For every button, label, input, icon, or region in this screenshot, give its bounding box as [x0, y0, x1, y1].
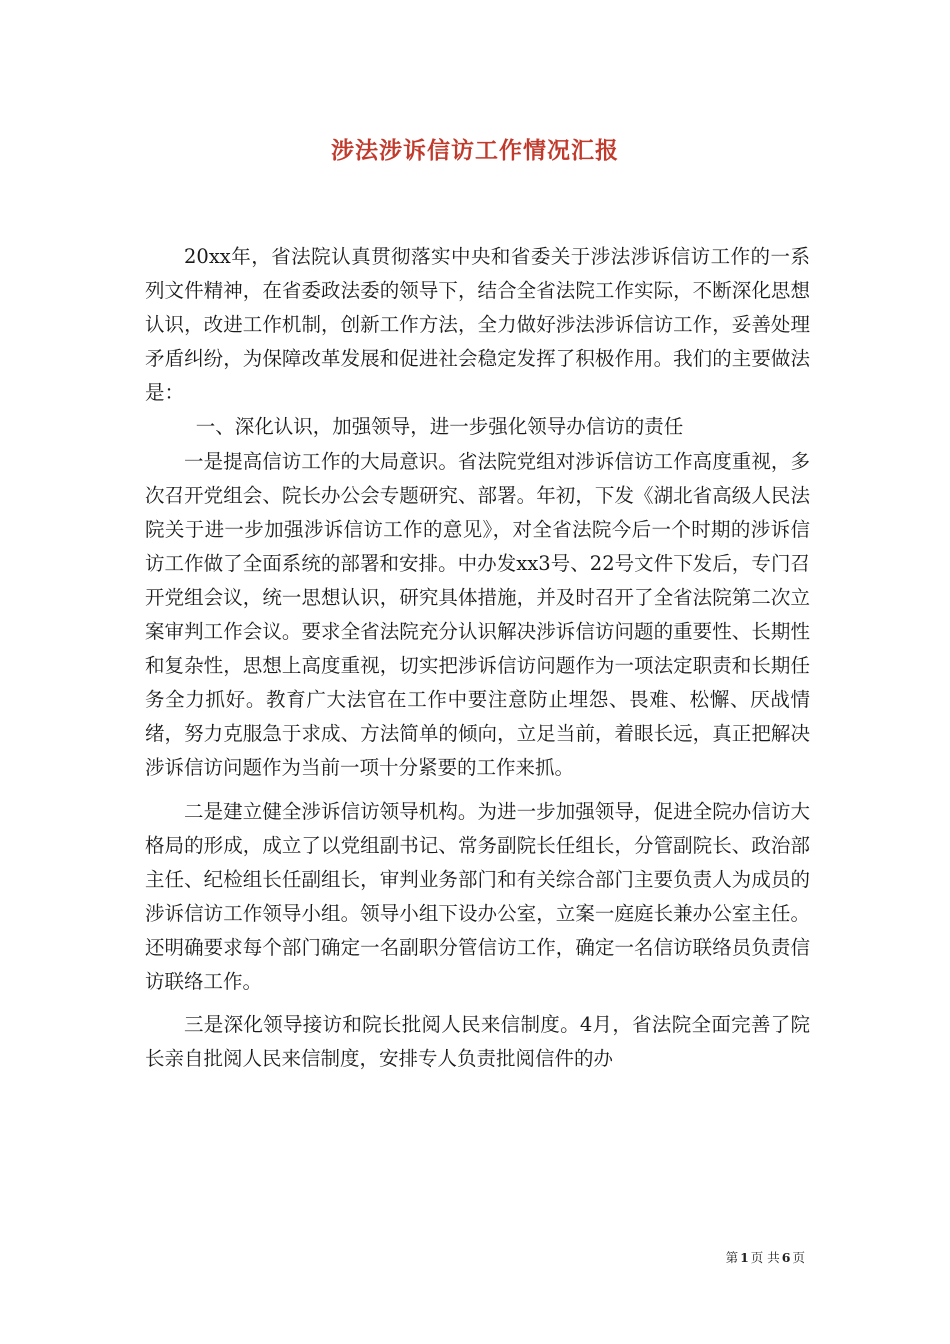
footer-middle: 页 共	[750, 1250, 780, 1265]
current-page-number: 1	[740, 1250, 749, 1265]
point-3-paragraph: 三是深化领导接访和院长批阅人民来信制度。4月，省法院全面完善了院长亲自批阅人民来信制度，安排专人负责批阅信件的办	[145, 1013, 810, 1071]
document-title: 涉法涉诉信访工作情况汇报	[331, 137, 619, 164]
point-1-paragraph: 一是提高信访工作的大局意识。省法院党组对涉诉信访工作高度重视，多次召开党组会、院长办公会专题研究、部署。年初，下发《湖北省高级人民法院关于进一步加强涉诉信访工作的意见》，对全省法院今后一个时期的涉诉信访工作做了全面系统的部署和安排。中办发xx3号、22号文件下发后，专门召开党组会议，统一思想认识，研究具体措施，并及时召开了全省法院第二次立案审判工作会议。要求全省法院充分认识解决涉诉信访问题的重要性、长期性和复杂性，思想上高度重视，切实把涉诉信访问题作为一项法定职责和长期任务全力抓好。教育广大法官在工作中要注意防止埋怨、畏难、松懈、厌战情绪，努力克服急于求成、方法简单的倾向，立足当前，着眼长远，真正把解决涉诉信访问题作为当前一项十分紧要的工作来抓。	[145, 449, 810, 780]
intro-paragraph: 20xx年，省法院认真贯彻落实中央和省委关于涉法涉诉信访工作的一系列文件精神，在省委政法委的领导下，结合全省法院工作实际，不断深化思想认识，改进工作机制，创新工作方法，全力做好涉法涉诉信访工作，妥善处理矛盾纠纷，为保障改革发展和促进社会稳定发挥了积极作用。我们的主要做法是：	[145, 245, 810, 405]
footer-suffix: 页	[792, 1250, 805, 1265]
section-heading-1: 一、深化认识，加强领导，进一步强化领导办信访的责任	[195, 415, 684, 439]
footer-prefix: 第	[725, 1250, 739, 1265]
point-2-paragraph: 二是建立健全涉诉信访领导机构。为进一步加强领导，促进全院办信访大格局的形成，成立了以党组副书记、常务副院长任组长，分管副院长、政治部主任、纪检组长任副组长，审判业务部门和有关综合部门主要负责人为成员的涉诉信访工作领导小组。领导小组下设办公室，立案一庭庭长兼办公室主任。还明确要求每个部门确定一名副职分管信访工作，确定一名信访联络员负责信访联络工作。	[145, 799, 810, 993]
total-pages-number: 6	[781, 1250, 791, 1265]
page-number-footer	[726, 1248, 805, 1266]
document-body	[145, 240, 810, 1076]
